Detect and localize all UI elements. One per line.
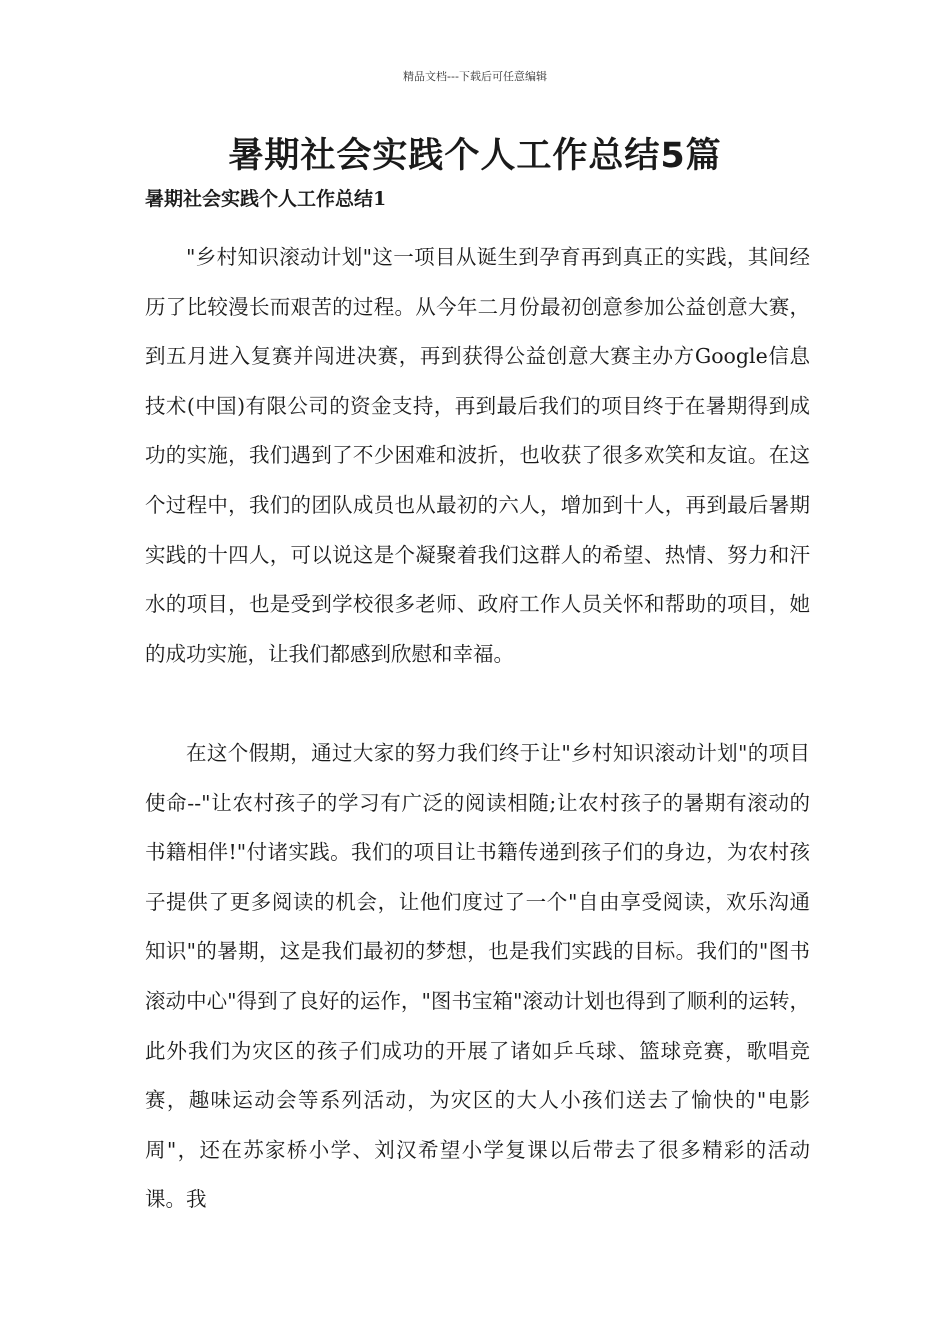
header-note: 精品文档---下载后可任意编辑	[403, 70, 547, 83]
document-title: 暑期社会实践个人工作总结5篇	[228, 136, 722, 176]
section-title: 暑期社会实践个人工作总结1	[145, 188, 387, 210]
body-paragraph: 在这个假期，通过大家的努力我们终于让"乡村知识滚动计划"的项目使命--"让农村孩子的学习有广泛的阅读相随;让农村孩子的暑期有滚动的书籍相伴!"付诸实践。我们的项目让书籍传递到孩子们的身边，为农村孩子提供了更多阅读的机会，让他们度过了一个"自由享受阅读，欢乐沟通知识"的暑期，这是我们最初的梦想，也是我们实践的目标。我们的"图书滚动中心"得到了良好的运作，"图书宝箱"滚动计划也得到了顺利的运转，此外我们为灾区的孩子们成功的开展了诸如乒乓球、篮球竞赛，歌唱竞赛，趣味运动会等系列活动，为灾区的大人小孩们送去了愉快的"电影周"，还在苏家桥小学、刘汉希望小学复课以后带去了很多精彩的活动课。我	[145, 741, 810, 1212]
body-paragraph: "乡村知识滚动计划"这一项目从诞生到孕育再到真正的实践，其间经历了比较漫长而艰苦的过程。从今年二月份最初创意参加公益创意大赛，到五月进入复赛并闯进决赛，再到获得公益创意大赛主办方Google信息技术(中国)有限公司的资金支持，再到最后我们的项目终于在暑期得到成功的实施，我们遇到了不少困难和波折，也收获了很多欢笑和友谊。在这个过程中，我们的团队成员也从最初的六人，增加到十人，再到最后暑期实践的十四人，可以说这是个凝聚着我们这群人的希望、热情、努力和汗水的项目，也是受到学校很多老师、政府工作人员关怀和帮助的项目，她的成功实施，让我们都感到欣慰和幸福。	[145, 245, 810, 666]
